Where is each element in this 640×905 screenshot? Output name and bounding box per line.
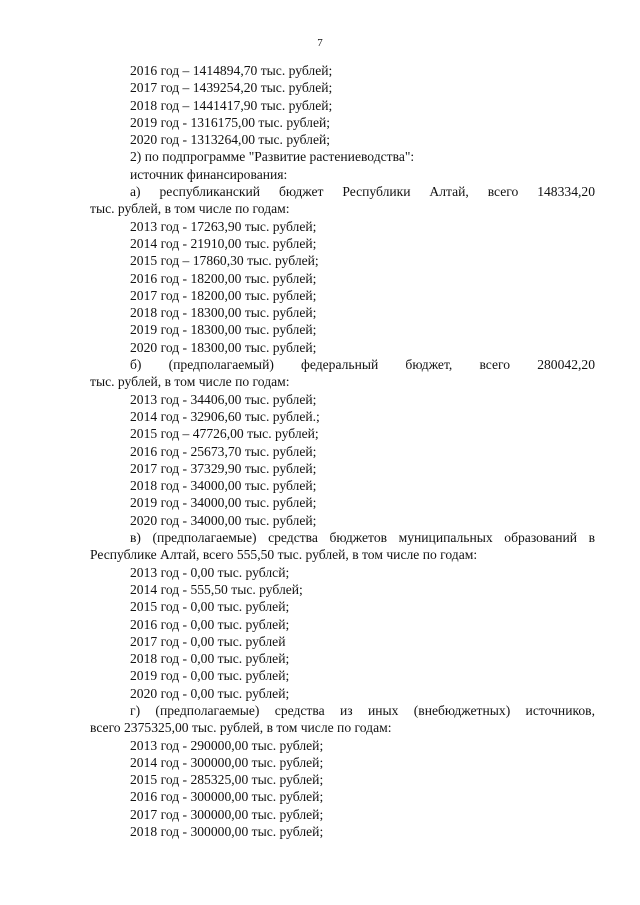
text-line: б) (предполагаемый) федеральный бюджет, всего 280042,20 — [130, 357, 595, 373]
text-line: 2015 год - 0,00 тыс. рублей; — [130, 599, 290, 615]
text-line: 2013 год - 17263,90 тыс. рублей; — [130, 218, 317, 234]
text-line: 2013 год - 0,00 тыс. рублсй; — [130, 564, 290, 580]
text-line: 2016 год - 300000,00 тыс. рублей; — [130, 789, 324, 805]
text-line: 2015 год – 47726,00 тыс. рублей; — [130, 426, 319, 442]
text-line: 2016 год – 1414894,70 тыс. рублей; — [130, 63, 333, 78]
text-line: 2018 год - 0,00 тыс. рублей; — [130, 651, 290, 667]
text-line: 2017 год - 18200,00 тыс. рублей; — [130, 287, 317, 303]
page-number: 7 — [317, 37, 323, 49]
text-line: 2018 год - 34000,00 тыс. рублей; — [130, 478, 317, 494]
text-line: 2020 год - 34000,00 тыс. рублей; — [130, 512, 317, 528]
text-line: 2014 год - 32906,60 тыс. рублей.; — [130, 408, 320, 424]
text-line: 2016 год - 0,00 тыс. рублей; — [130, 616, 290, 632]
text-line: 2020 год - 18300,00 тыс. рублей; — [130, 339, 317, 355]
text-line: 2) по подпрограмме "Развитие растениеводства": — [130, 149, 415, 165]
text-line: 2019 год - 18300,00 тыс. рублей; — [130, 322, 317, 338]
text-line: 2017 год – 1439254,20 тыс. рублей; — [130, 80, 333, 96]
text-line: 2016 год - 25673,70 тыс. рублей; — [130, 443, 317, 459]
text-line: 2014 год - 555,50 тыс. рублей; — [130, 581, 303, 597]
text-line: 2017 год - 37329,90 тыс. рублей; — [130, 460, 317, 476]
text-line: 2018 год - 18300,00 тыс. рублей; — [130, 305, 317, 321]
text-line: Республике Алтай, всего 555,50 тыс. рублей, в том числе по годам: — [90, 547, 478, 563]
text-line: 2014 год - 300000,00 тыс. рублей; — [130, 754, 324, 770]
text-line: тыс. рублей, в том числе по годам: — [90, 201, 290, 217]
text-line: 2015 год – 17860,30 тыс. рублей; — [130, 253, 319, 269]
text-line: всего 2375325,00 тыс. рублей, в том числе по годам: — [90, 720, 392, 736]
text-line: 2018 год - 300000,00 тыс. рублей; — [130, 824, 324, 840]
text-line: 2020 год - 1313264,00 тыс. рублей; — [130, 132, 331, 148]
text-line: 2017 год - 0,00 тыс. рублей — [130, 633, 286, 649]
text-line: г) (предполагаемые) средства из иных (внебюджетных) источников, — [130, 702, 595, 718]
document-body — [90, 62, 595, 840]
text-line: 2013 год - 290000,00 тыс. рублей; — [130, 737, 324, 753]
text-line: 2015 год - 285325,00 тыс. рублей; — [130, 772, 324, 788]
text-line: 2019 год - 1316175,00 тыс. рублей; — [130, 114, 331, 130]
text-line: 2016 год - 18200,00 тыс. рублей; — [130, 270, 317, 286]
text-line: 2014 год - 21910,00 тыс. рублей; — [130, 235, 317, 251]
text-line: 2013 год - 34406,00 тыс. рублей; — [130, 391, 317, 407]
text-line: 2019 год - 34000,00 тыс. рублей; — [130, 495, 317, 511]
text-line: а) республиканский бюджет Республики Алтай, всего 148334,20 — [130, 184, 595, 200]
text-line: 2019 год - 0,00 тыс. рублей; — [130, 668, 290, 684]
text-line: 2017 год - 300000,00 тыс. рублей; — [130, 806, 324, 822]
text-line: в) (предполагаемые) средства бюджетов муниципальных образований в — [130, 530, 595, 546]
text-line: 2020 год - 0,00 тыс. рублей; — [130, 685, 290, 701]
text-line: 2018 год – 1441417,90 тыс. рублей; — [130, 97, 333, 113]
text-line: тыс. рублей, в том числе по годам: — [90, 374, 290, 390]
text-line: источник финансирования: — [130, 166, 288, 182]
